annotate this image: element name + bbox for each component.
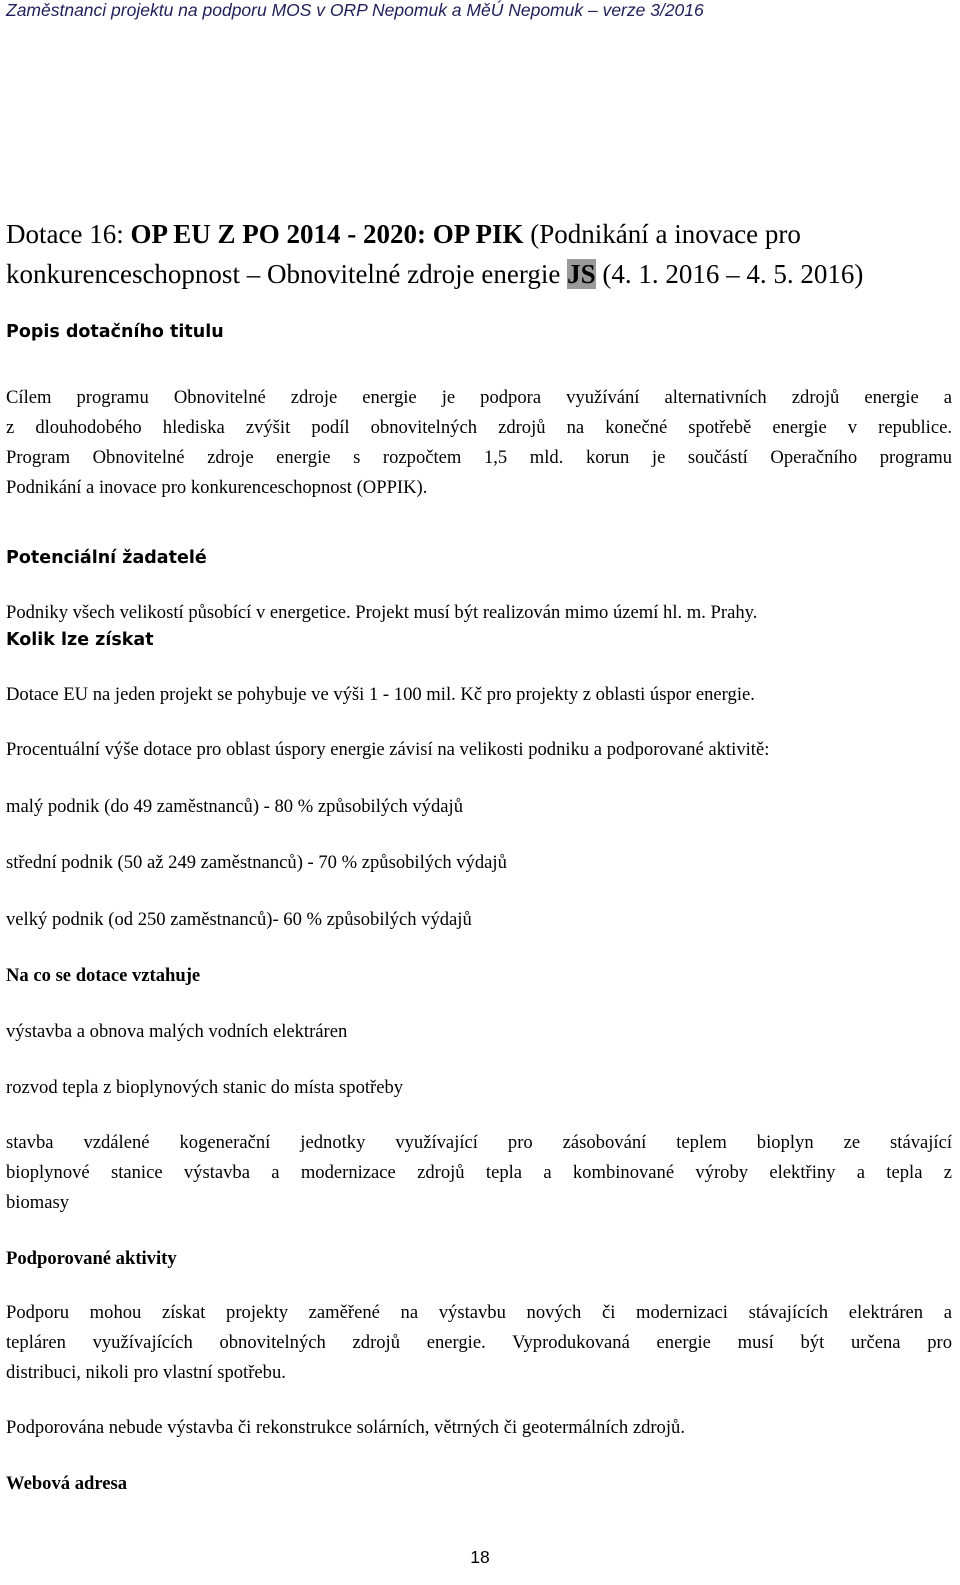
heading-web: Webová adresa bbox=[6, 1473, 128, 1494]
velky-podnik: velký podnik (od 250 zaměstnanců)- 60 % způsobilých výdajů bbox=[6, 909, 472, 930]
naco-item-3-line-3: biomasy bbox=[6, 1192, 70, 1213]
running-header: Zaměstnanci projektu na podporu MOS v ORP Nepomuk a MěÚ Nepomuk – verze 3/2016 bbox=[6, 0, 704, 20]
title-program: OP EU Z PO 2014 - 2020: OP PIK bbox=[130, 219, 524, 249]
kolik-text: Dotace EU na jeden projekt se pohybuje ve výši 1 - 100 mil. Kč pro projekty z oblasti úspor energie. bbox=[6, 684, 755, 705]
heading-naco: Na co se dotace vztahuje bbox=[6, 965, 201, 986]
title-line1-rest: (Podnikání a inovace pro bbox=[523, 219, 801, 249]
heading-popis: Popis dotačního titulu bbox=[6, 322, 224, 342]
heading-kolik: Kolik lze získat bbox=[6, 630, 154, 650]
maly-podnik: malý podnik (do 49 zaměstnanců) - 80 % způsobilých výdajů bbox=[6, 796, 463, 817]
aktivity-line-3: distribuci, nikoli pro vlastní spotřebu. bbox=[6, 1362, 286, 1383]
popis-line-3: Program Obnovitelné zdroje energie s rozpočtem 1,5 mld. korun je součástí Operačního programu bbox=[6, 447, 952, 468]
title-line2-b: (4. 1. 2016 – 4. 5. 2016) bbox=[595, 259, 864, 289]
naco-item-2: rozvod tepla z bioplynových stanic do místa spotřeby bbox=[6, 1077, 404, 1098]
title-prefix: Dotace 16: bbox=[6, 219, 131, 249]
title-line2-a: konkurenceschopnost – Obnovitelné zdroje energie bbox=[6, 259, 568, 289]
popis-line-1: Cílem programu Obnovitelné zdroje energie je podpora využívání alternativních zdrojů energie a bbox=[6, 387, 952, 408]
popis-line-2: z dlouhodobého hlediska zvýšit podíl obnovitelných zdrojů na konečné spotřebě energie v republice. bbox=[6, 417, 952, 438]
stredni-podnik: střední podnik (50 až 249 zaměstnanců) - 70 % způsobilých výdajů bbox=[6, 852, 507, 873]
heading-aktivity: Podporované aktivity bbox=[6, 1248, 177, 1269]
naco-item-3-line-2: bioplynové stanice výstavba a modernizace zdrojů tepla a kombinované výroby elektřiny a tepla z bbox=[6, 1162, 952, 1183]
page-title bbox=[6, 214, 952, 294]
aktivity-line-2: tepláren využívajících obnovitelných zdrojů energie. Vyprodukovaná energie musí být určena pro bbox=[6, 1332, 952, 1353]
aktivity-line-1: Podporu mohou získat projekty zaměřené na výstavbu nových či modernizaci stávajících elektráren a bbox=[6, 1302, 952, 1323]
naco-item-3-line-1: stavba vzdálené kogenerační jednotky využívající pro zásobování teplem bioplyn ze stávající bbox=[6, 1132, 952, 1153]
heading-zadatele: Potenciální žadatelé bbox=[6, 548, 207, 568]
popis-line-4: Podnikání a inovace pro konkurenceschopnost (OPPIK). bbox=[6, 477, 428, 498]
title-highlight: JS bbox=[567, 259, 596, 289]
zadatele-text: Podniky všech velikostí působící v energetice. Projekt musí být realizován mimo území hl. m. Prahy. bbox=[6, 602, 758, 623]
page-number: 18 bbox=[470, 1547, 490, 1567]
naco-item-1: výstavba a obnova malých vodních elektráren bbox=[6, 1021, 348, 1042]
nepodporovano-text: Podporována nebude výstavba či rekonstrukce solárních, větrných či geotermálních zdrojů. bbox=[6, 1417, 685, 1438]
procenta-text: Procentuální výše dotace pro oblast úspory energie závisí na velikosti podniku a podporované aktivitě: bbox=[6, 739, 770, 760]
